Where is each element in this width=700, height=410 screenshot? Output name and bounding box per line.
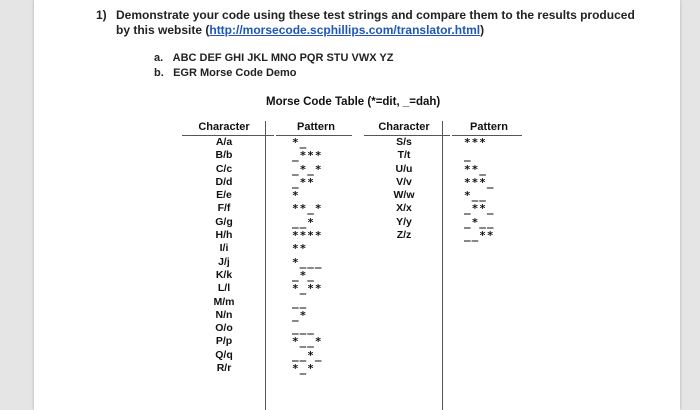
table-cell-character: E/e xyxy=(216,189,232,202)
table-cell-pattern: ** xyxy=(292,242,308,256)
table-cell-character: I/i xyxy=(219,242,229,255)
table-cell-character: G/g xyxy=(215,215,233,228)
document-page xyxy=(34,0,680,410)
question-text: Demonstrate your code using these test strings and compare them to the results produced by this website ( xyxy=(116,8,635,37)
table-cell-character: C/c xyxy=(215,162,233,175)
character-list-right xyxy=(366,134,442,242)
table-cell-character: Y/y xyxy=(396,215,412,228)
item-b-text: EGR Morse Code Demo xyxy=(173,67,297,79)
item-a-label: a. xyxy=(154,52,164,64)
table-cell-pattern: **** xyxy=(292,229,323,243)
question-1 xyxy=(96,8,636,38)
table-cell-character: U/u xyxy=(395,162,413,175)
table-cell-pattern: _*_* xyxy=(292,162,323,176)
header-pattern-2: Pattern xyxy=(470,121,508,133)
table-cell-pattern: __*_ xyxy=(292,348,323,362)
item-b-label: b. xyxy=(154,67,164,79)
translator-link[interactable]: http://morsecode.scphillips.com/translator.html xyxy=(209,23,481,37)
table-cell-character: Q/q xyxy=(215,348,233,361)
table-cell-character: M/m xyxy=(213,295,235,308)
table-cell-pattern: ___ xyxy=(292,322,315,336)
table-cell-character: V/v xyxy=(396,175,412,188)
table-cell-pattern: *__* xyxy=(292,335,323,349)
character-column-left xyxy=(184,121,264,375)
item-a xyxy=(154,52,394,64)
table-cell-pattern: **_* xyxy=(292,202,323,216)
table-cell-pattern: *_** xyxy=(292,282,323,296)
header-character-2: Character xyxy=(378,121,430,133)
table-cell-pattern: _*** xyxy=(292,149,323,163)
table-cell-character: W/w xyxy=(393,189,415,202)
question-number: 1) xyxy=(96,8,107,22)
table-cell-character: B/b xyxy=(215,149,233,162)
table-cell-character: P/p xyxy=(215,335,233,348)
table-cell-pattern: _** xyxy=(292,175,315,189)
table-cell-pattern: *** xyxy=(464,136,487,149)
table-cell-character: O/o xyxy=(215,322,233,335)
table-cell-character: T/t xyxy=(397,149,411,162)
table-cell-pattern: _**_ xyxy=(464,202,495,216)
question-close: ) xyxy=(480,23,485,37)
table-cell-character: L/l xyxy=(217,282,231,295)
table-cell-pattern: __** xyxy=(464,229,495,243)
table-cell-pattern: __* xyxy=(292,215,315,229)
table-cell-character: N/n xyxy=(215,308,233,321)
character-column-right xyxy=(366,121,442,242)
table-cell-pattern: *_ xyxy=(292,136,308,149)
table-cell-pattern: ***_ xyxy=(464,175,495,189)
table-cell-character: Z/z xyxy=(396,229,412,242)
header-pattern-1: Pattern xyxy=(297,121,335,133)
table-cell-character: H/h xyxy=(215,229,233,242)
table-cell-pattern: _* xyxy=(292,308,308,322)
pattern-column-left xyxy=(280,121,352,375)
pattern-list-right xyxy=(454,134,524,242)
table-cell-character: X/x xyxy=(396,202,412,215)
table-cell-character: J/j xyxy=(218,255,230,268)
table-cell-character: D/d xyxy=(215,175,233,188)
table-cell-pattern: *___ xyxy=(292,255,323,269)
table-cell-pattern: **_ xyxy=(464,162,487,176)
table-cell-character: A/a xyxy=(215,136,233,148)
column-divider-1 xyxy=(265,121,266,410)
character-list-left xyxy=(184,134,264,375)
table-cell-character: F/f xyxy=(217,202,231,215)
table-title: Morse Code Table (*=dit, _=dah) xyxy=(266,96,441,108)
table-cell-character: K/k xyxy=(215,268,233,281)
table-cell-pattern: __ xyxy=(292,295,308,309)
item-a-text: ABC DEF GHI JKL MNO PQR STU VWX YZ xyxy=(172,52,394,64)
table-cell-character: S/s xyxy=(396,136,412,148)
table-cell-pattern: _*__ xyxy=(464,215,495,229)
table-cell-pattern: *__ xyxy=(464,189,487,203)
table-cell-pattern: _ xyxy=(464,149,472,163)
header-character-1: Character xyxy=(198,121,250,133)
table-cell-pattern: _*_ xyxy=(292,268,315,282)
table-cell-pattern: * xyxy=(292,189,300,203)
column-divider-2 xyxy=(442,121,443,410)
table-cell-pattern: *_* xyxy=(292,362,315,376)
pattern-list-left xyxy=(280,134,352,375)
pattern-column-right xyxy=(454,121,524,242)
table-cell-character: R/r xyxy=(216,362,232,375)
item-b xyxy=(154,67,297,79)
